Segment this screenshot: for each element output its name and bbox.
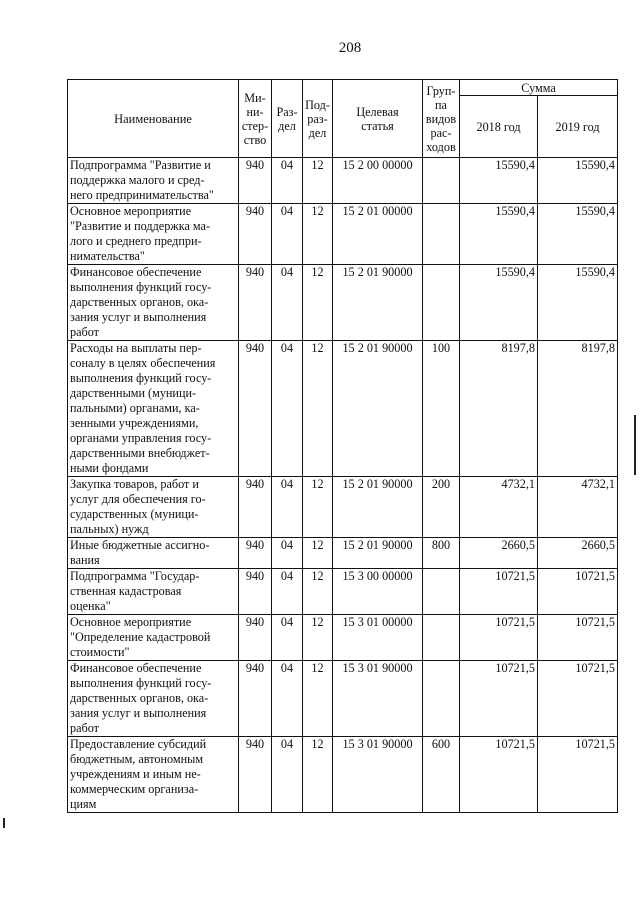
cell-y2019: 4732,1 [538, 477, 618, 538]
header-sum: Сумма [460, 80, 618, 96]
cell-y2019: 10721,5 [538, 615, 618, 661]
scan-mark [634, 415, 636, 475]
cell-group [423, 569, 460, 615]
cell-section: 04 [272, 661, 303, 737]
cell-ministry: 940 [239, 341, 272, 477]
cell-target: 15 3 00 00000 [333, 569, 423, 615]
row-name: Основное мероприятие "Определение кадастровой стоимости" [68, 615, 239, 661]
cell-ministry: 940 [239, 661, 272, 737]
cell-section: 04 [272, 737, 303, 813]
cell-group: 200 [423, 477, 460, 538]
cell-target: 15 3 01 90000 [333, 661, 423, 737]
cell-section: 04 [272, 477, 303, 538]
cell-group [423, 661, 460, 737]
header-ministry: Ми- ни- стер- ство [239, 80, 272, 158]
table-row [68, 538, 618, 569]
cell-group [423, 615, 460, 661]
cell-group [423, 158, 460, 204]
table-row [68, 477, 618, 538]
cell-ministry: 940 [239, 204, 272, 265]
cell-subsection: 12 [303, 538, 333, 569]
cell-ministry: 940 [239, 265, 272, 341]
cell-subsection: 12 [303, 265, 333, 341]
cell-y2018: 15590,4 [460, 204, 538, 265]
row-name: Основное мероприятие "Развитие и поддержка ма- лого и среднего предпри- нимательства" [68, 204, 239, 265]
table-row [68, 158, 618, 204]
row-name: Подпрограмма "Государ- ственная кадастровая оценка" [68, 569, 239, 615]
table-row [68, 341, 618, 477]
cell-section: 04 [272, 158, 303, 204]
cell-y2019: 15590,4 [538, 204, 618, 265]
cell-y2019: 10721,5 [538, 661, 618, 737]
cell-subsection: 12 [303, 204, 333, 265]
cell-subsection: 12 [303, 569, 333, 615]
header-target-article: Целевая статья [333, 80, 423, 158]
header-subsection: Под- раз- дел [303, 80, 333, 158]
cell-y2019: 8197,8 [538, 341, 618, 477]
cell-target: 15 2 01 90000 [333, 265, 423, 341]
cell-subsection: 12 [303, 737, 333, 813]
cell-target: 15 3 01 00000 [333, 615, 423, 661]
cell-section: 04 [272, 341, 303, 477]
cell-section: 04 [272, 569, 303, 615]
cell-y2018: 4732,1 [460, 477, 538, 538]
row-name: Предоставление субсидий бюджетным, автономным учреждениям и иным не- коммерческим организа- циям [68, 737, 239, 813]
budget-table [67, 79, 618, 813]
table-row [68, 265, 618, 341]
cell-y2018: 15590,4 [460, 265, 538, 341]
table-row [68, 204, 618, 265]
table-body [68, 158, 618, 813]
header-section: Раз- дел [272, 80, 303, 158]
row-name: Иные бюджетные ассигно- вания [68, 538, 239, 569]
header-name: Наименование [68, 80, 239, 158]
cell-section: 04 [272, 204, 303, 265]
cell-target: 15 2 01 90000 [333, 477, 423, 538]
cell-section: 04 [272, 538, 303, 569]
cell-ministry: 940 [239, 477, 272, 538]
cell-y2018: 10721,5 [460, 661, 538, 737]
cell-group: 100 [423, 341, 460, 477]
cell-y2018: 15590,4 [460, 158, 538, 204]
header-year-2019: 2019 год [538, 96, 618, 158]
cell-ministry: 940 [239, 569, 272, 615]
scan-mark [3, 818, 5, 828]
table-row [68, 737, 618, 813]
cell-subsection: 12 [303, 477, 333, 538]
row-name: Финансовое обеспечение выполнения функций госу- дарственных органов, ока- зания услуг и выполнения работ [68, 265, 239, 341]
cell-group: 600 [423, 737, 460, 813]
cell-y2019: 2660,5 [538, 538, 618, 569]
cell-subsection: 12 [303, 615, 333, 661]
row-name: Финансовое обеспечение выполнения функций госу- дарственных органов, ока- зания услуг и выполнения работ [68, 661, 239, 737]
cell-y2019: 10721,5 [538, 569, 618, 615]
cell-y2018: 10721,5 [460, 569, 538, 615]
row-name: Расходы на выплаты пер- соналу в целях обеспечения выполнения функций госу- дарственными (муници- пальными) органами, ка- зенными учреждениями, органами управления госу- дарственными внебюджет- ными фондами [68, 341, 239, 477]
header-year-2018: 2018 год [460, 96, 538, 158]
cell-ministry: 940 [239, 615, 272, 661]
cell-ministry: 940 [239, 538, 272, 569]
page-number: 208 [338, 40, 362, 56]
row-name: Закупка товаров, работ и услуг для обеспечения го- сударственных (муници- пальных) нужд [68, 477, 239, 538]
table-row [68, 661, 618, 737]
table-row [68, 615, 618, 661]
cell-section: 04 [272, 615, 303, 661]
table-row [68, 569, 618, 615]
cell-target: 15 2 00 00000 [333, 158, 423, 204]
cell-target: 15 2 01 90000 [333, 341, 423, 477]
row-name: Подпрограмма "Развитие и поддержка малого и сред- него предпринимательства" [68, 158, 239, 204]
cell-group [423, 204, 460, 265]
cell-ministry: 940 [239, 737, 272, 813]
cell-group [423, 265, 460, 341]
cell-subsection: 12 [303, 661, 333, 737]
cell-y2018: 10721,5 [460, 737, 538, 813]
cell-y2019: 10721,5 [538, 737, 618, 813]
cell-y2018: 10721,5 [460, 615, 538, 661]
cell-target: 15 3 01 90000 [333, 737, 423, 813]
cell-target: 15 2 01 00000 [333, 204, 423, 265]
cell-group: 800 [423, 538, 460, 569]
table-header [68, 80, 618, 158]
header-expense-group: Груп- па видов рас- ходов [423, 80, 460, 158]
cell-subsection: 12 [303, 158, 333, 204]
cell-ministry: 940 [239, 158, 272, 204]
cell-y2018: 2660,5 [460, 538, 538, 569]
cell-y2019: 15590,4 [538, 265, 618, 341]
cell-section: 04 [272, 265, 303, 341]
cell-subsection: 12 [303, 341, 333, 477]
cell-target: 15 2 01 90000 [333, 538, 423, 569]
cell-y2018: 8197,8 [460, 341, 538, 477]
cell-y2019: 15590,4 [538, 158, 618, 204]
